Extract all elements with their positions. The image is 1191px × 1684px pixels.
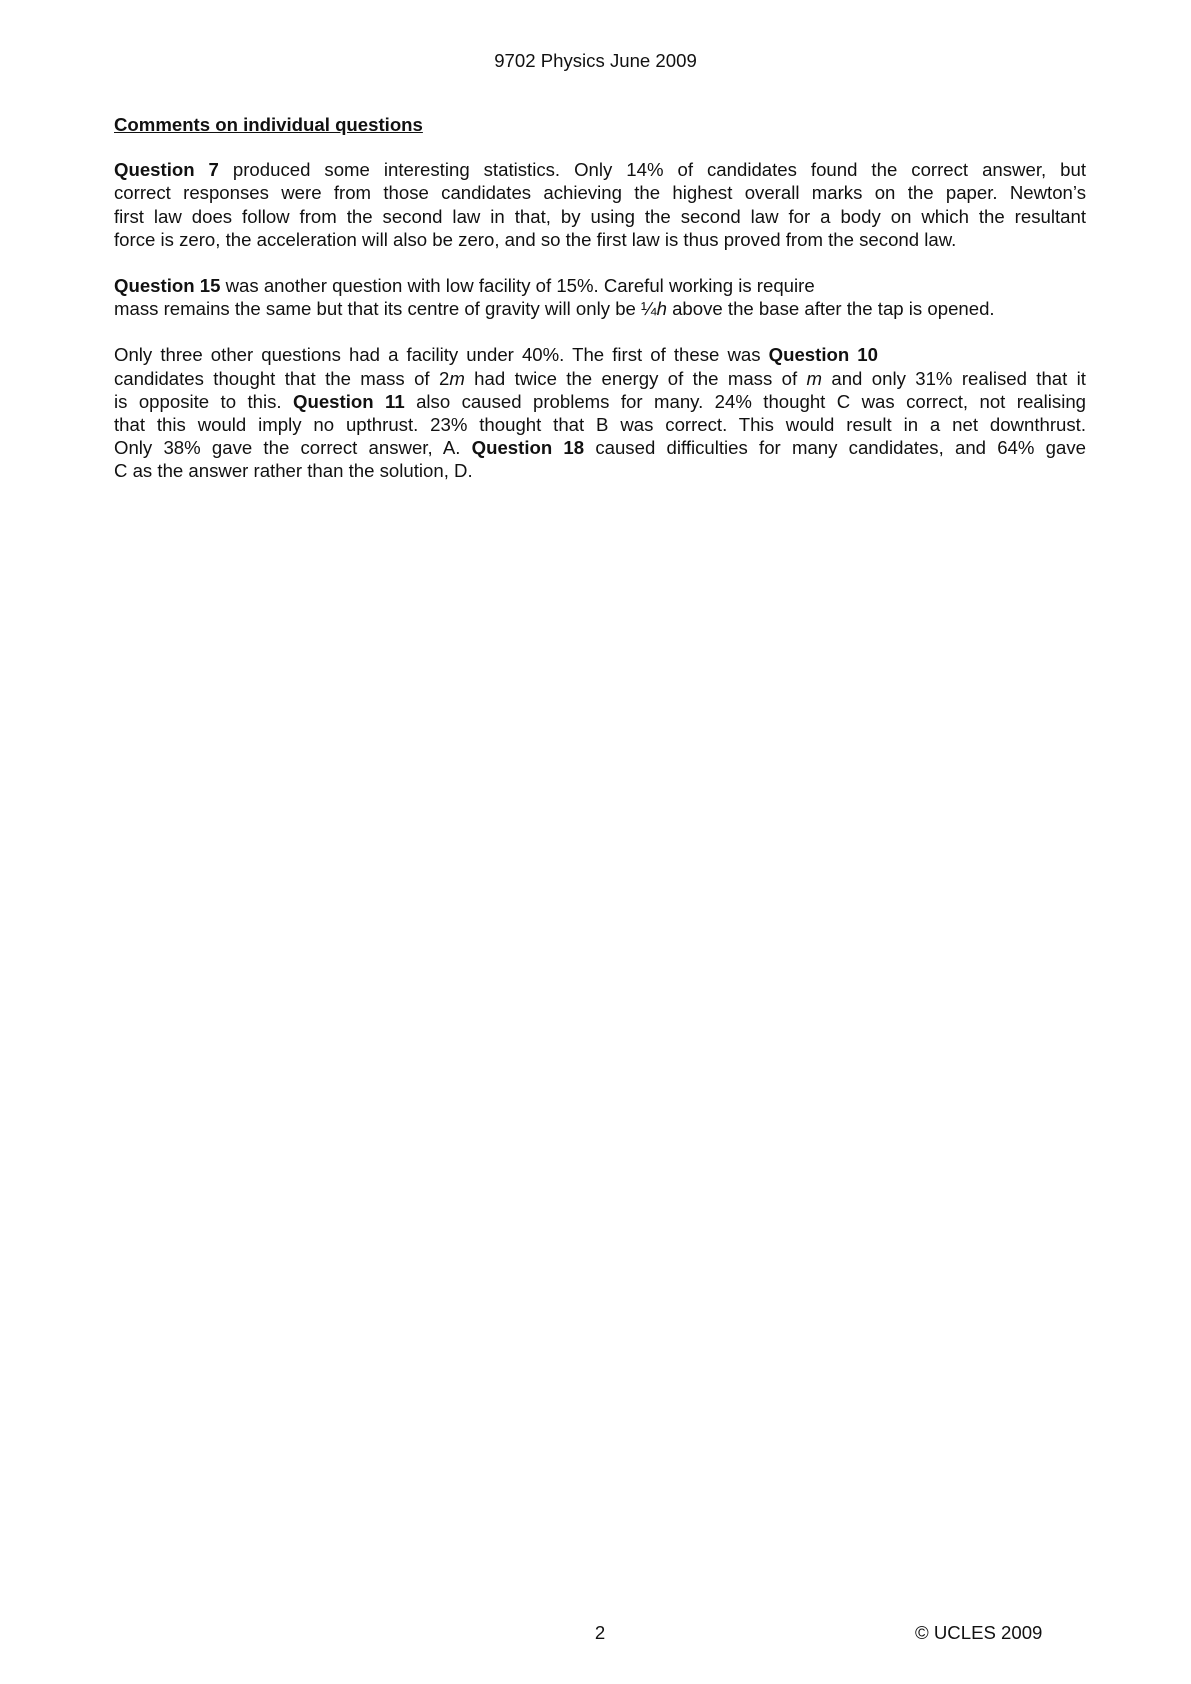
text-run: and only 31% realised that it	[822, 367, 1086, 389]
paragraph-line	[114, 367, 1086, 390]
paragraph-line	[114, 158, 1086, 181]
text-run: Only three other questions had a facility under 40%. The first of these was	[114, 344, 769, 366]
paragraph-line: C as the answer rather than the solution, D.	[114, 460, 473, 482]
question-label: Question 18	[471, 437, 585, 459]
text-run: was another question with low facility of 15%. Careful working is require	[220, 275, 815, 297]
math-variable: m	[449, 367, 465, 389]
paragraph-line	[114, 436, 1086, 459]
running-header: 9702 Physics June 2009	[494, 50, 697, 71]
paragraph-line	[114, 297, 1086, 320]
text-run: mass remains the same but that its centre of gravity will only be ¼	[114, 298, 657, 320]
text-run: Only 38% gave the correct answer, A.	[114, 437, 472, 459]
question-label: Question 7	[114, 159, 219, 181]
paragraph-line	[114, 390, 1086, 413]
text-run: had twice the energy of the mass of	[464, 367, 807, 389]
page-number: 2	[594, 1622, 606, 1643]
math-variable: h	[656, 298, 667, 320]
paragraph-line	[114, 274, 1086, 297]
section-heading: Comments on individual questions	[114, 114, 423, 135]
paragraph-line: correct responses were from those candidates achieving the highest overall marks on the paper. Newton’s	[114, 182, 1086, 204]
text-run: also caused problems for many. 24% thought C was correct, not realising	[404, 390, 1087, 412]
paragraph-question-15	[114, 274, 1086, 320]
question-label: Question 15	[114, 275, 221, 297]
text-run: produced some interesting statistics. Only 14% of candidates found the correct answer, but	[218, 159, 1086, 181]
paragraph-line: force is zero, the acceleration will also be zero, and so the first law is thus proved from the second law.	[114, 228, 957, 250]
paragraph-question-7	[114, 158, 1086, 251]
math-variable: m	[806, 367, 822, 389]
text-run: candidates thought that the mass of 2	[114, 367, 450, 389]
paragraph-other-questions	[114, 343, 1086, 482]
paragraph-line: that this would imply no upthrust. 23% thought that B was correct. This would result in a net downthrust.	[114, 414, 1086, 436]
question-label: Question 10	[768, 344, 878, 366]
paragraph-line: first law does follow from the second law in that, by using the second law for a body on which the resultant	[114, 205, 1086, 227]
copyright-notice: © UCLES 2009	[915, 1622, 1043, 1643]
text-run: is opposite to this.	[114, 390, 294, 412]
text-run: caused difficulties for many candidates, and 64% gave	[584, 437, 1086, 459]
paragraph-line	[114, 343, 878, 366]
question-label: Question 11	[293, 390, 405, 412]
text-run: above the base after the tap is opened.	[666, 298, 995, 320]
page-body	[114, 113, 1086, 506]
